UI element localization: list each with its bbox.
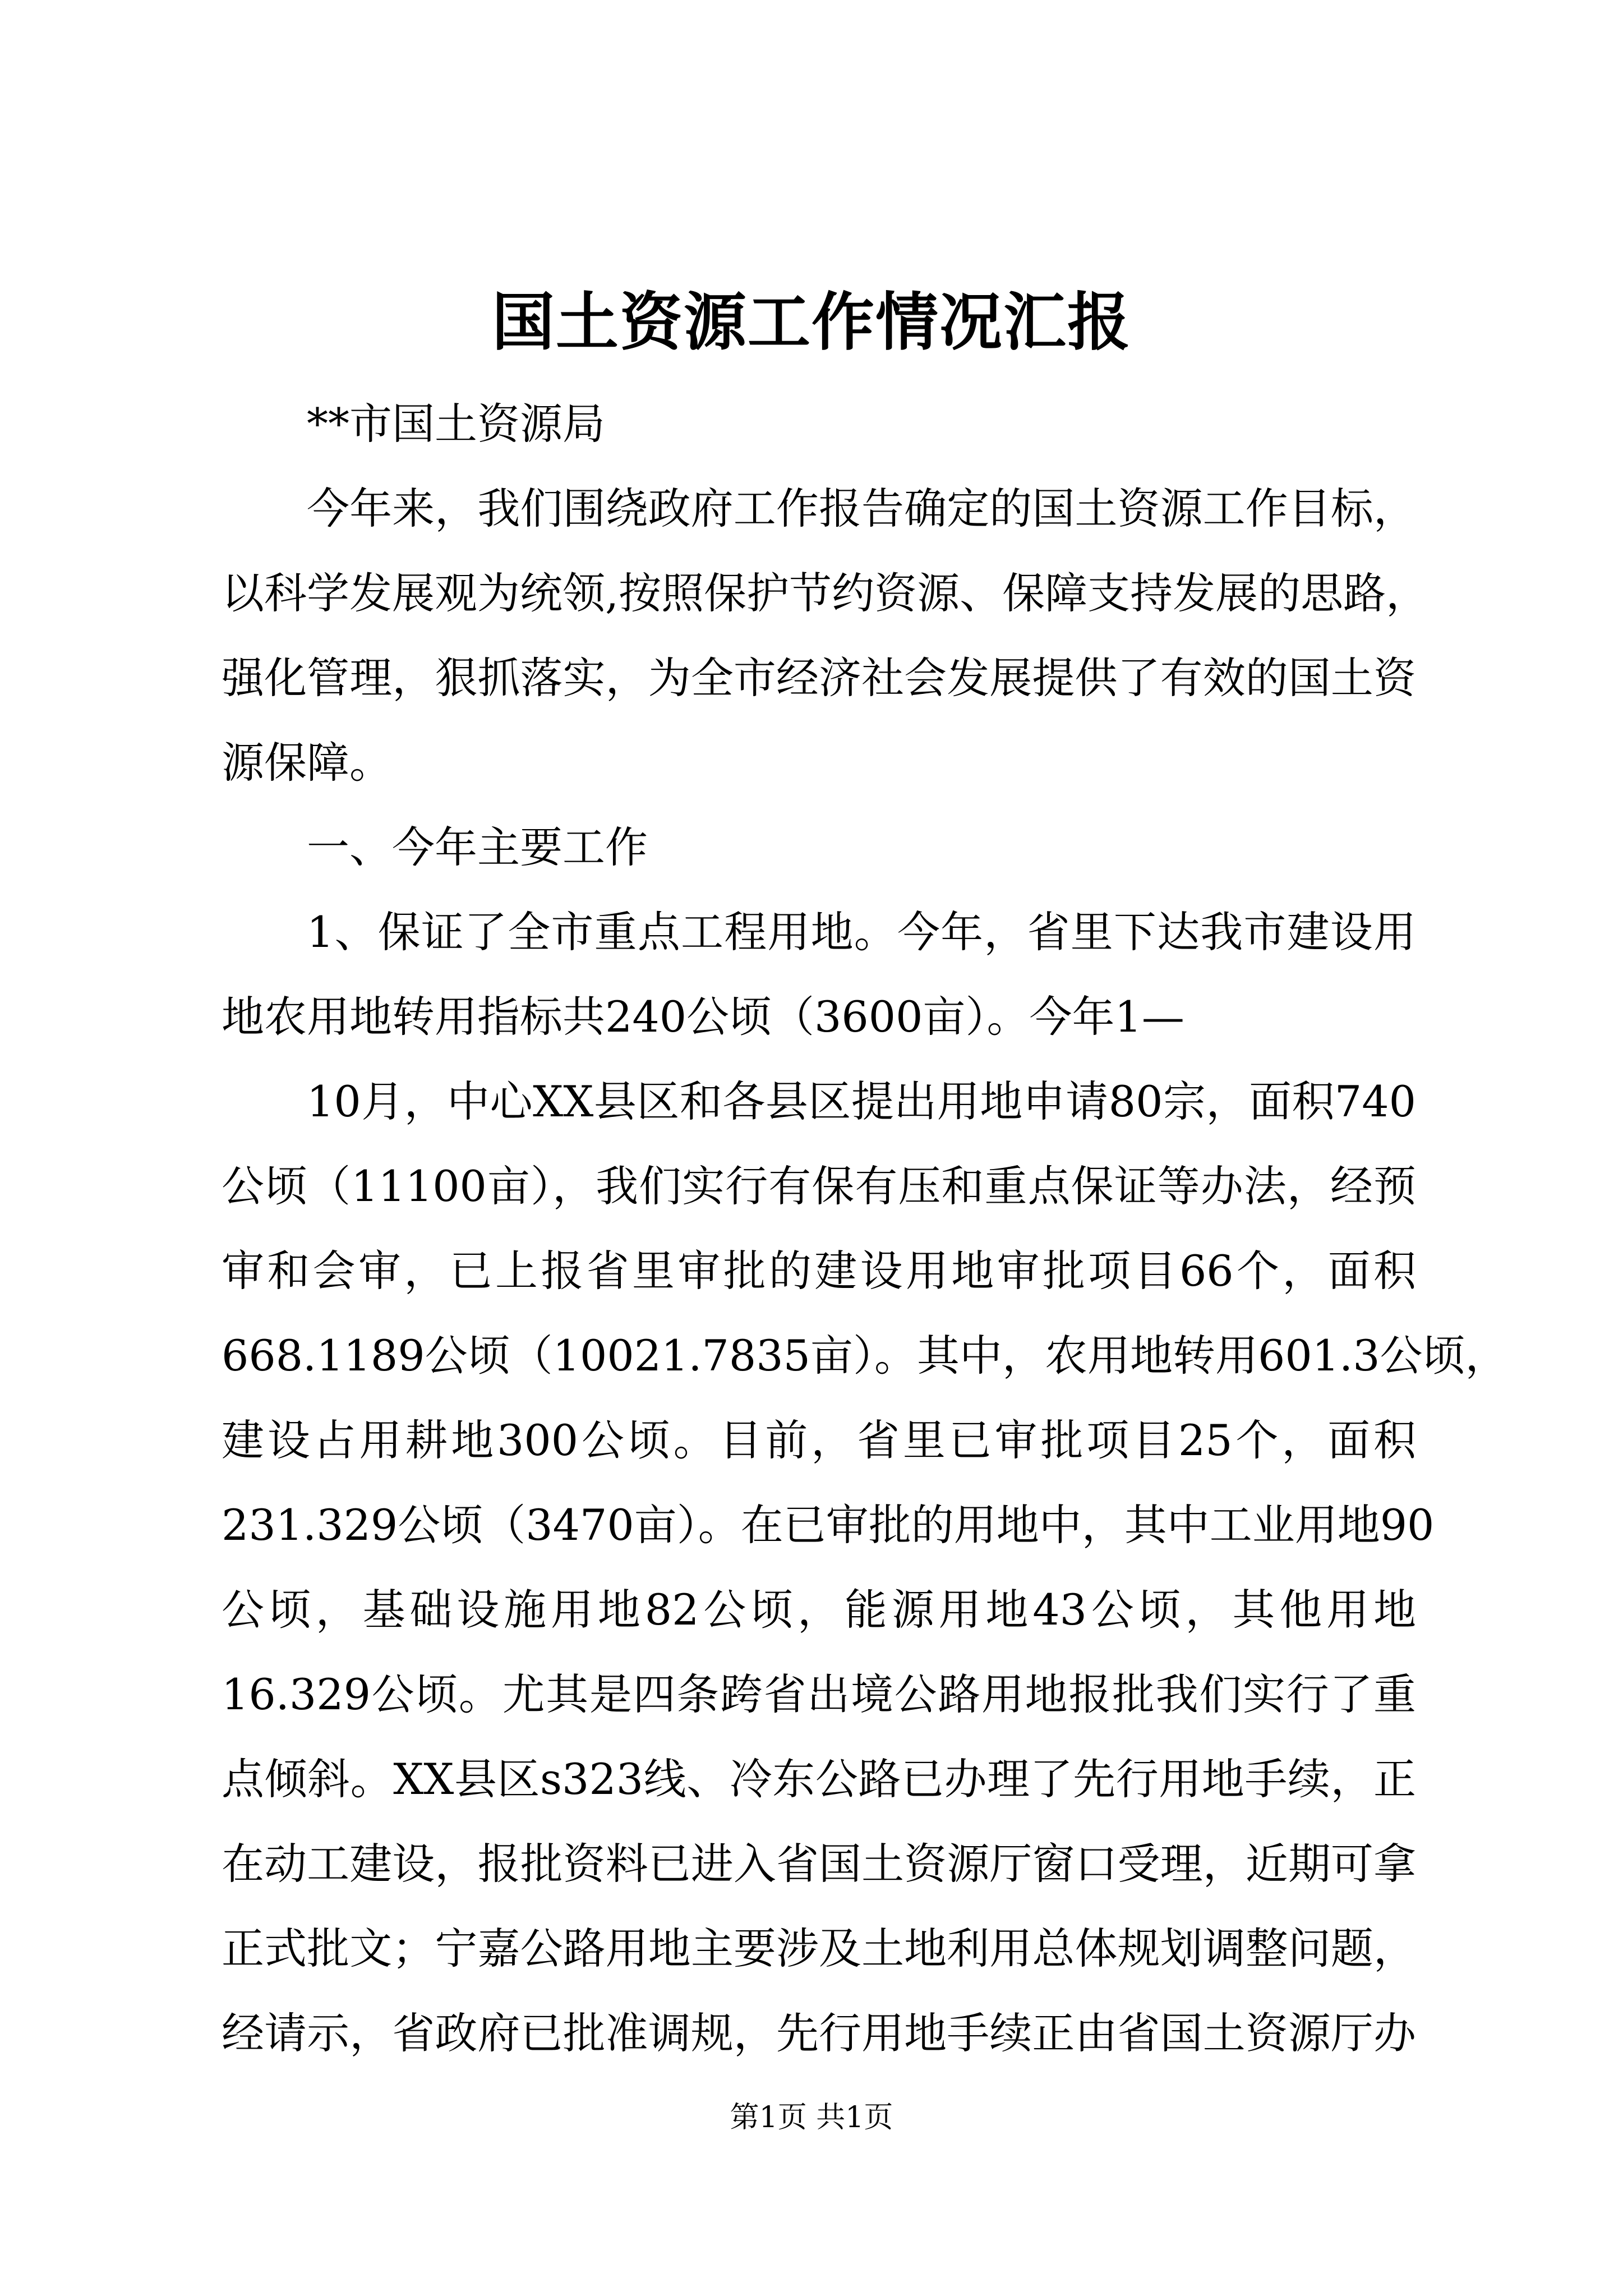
paragraph-line: 经请示，省政府已批准调规，先行用地手续正由省国土资源厅办 (222, 2008, 1416, 2058)
paragraph-line: 今年来，我们围绕政府工作报告确定的国土资源工作目标， (307, 484, 1416, 533)
paragraph-line: 地农用地转用指标共240公顷（3600亩）。今年1— (222, 992, 1184, 1042)
paragraph-line: **市国土资源局 (307, 399, 605, 449)
document-body (222, 381, 1508, 2076)
paragraph-line: 以科学发展观为统领,按照保护节约资源、保障支持发展的思路， (222, 568, 1429, 618)
paragraph-line: 一、今年主要工作 (307, 822, 648, 872)
paragraph-line: 强化管理，狠抓落实，为全市经济社会发展提供了有效的国土资 (222, 653, 1416, 703)
paragraph-line: 源保障。 (222, 738, 392, 788)
paragraph-line: 231.329公顷（3470亩）。在已审批的用地中，其中工业用地90 (222, 1500, 1435, 1550)
paragraph-line: 正式批文；宁嘉公路用地主要涉及土地利用总体规划调整问题， (222, 1924, 1416, 1973)
paragraph-line: 建设占用耕地300公顷。目前，省里已审批项目25个，面积 (222, 1415, 1416, 1465)
paragraph-line: 668.1189公顷（10021.7835亩）。其中，农用地转用601.3公顷， (222, 1331, 1508, 1381)
paragraph-line: 1、保证了全市重点工程用地。今年，省里下达我市建设用 (307, 907, 1416, 957)
paragraph-line: 审和会审，已上报省里审批的建设用地审批项目66个，面积 (222, 1246, 1416, 1296)
paragraph-line: 公顷（11100亩），我们实行有保有压和重点保证等办法，经预 (222, 1161, 1416, 1211)
paragraph-line: 点倾斜。XX县区s323线、冷东公路已办理了先行用地手续，正 (222, 1754, 1416, 1804)
page-footer: 第1页 共1页 (730, 2101, 893, 2134)
paragraph-line: 公顷，基础设施用地82公顷，能源用地43公顷，其他用地 (222, 1585, 1416, 1635)
paragraph-line: 在动工建设，报批资料已进入省国土资源厅窗口受理，近期可拿 (222, 1839, 1416, 1889)
document-title: 国土资源工作情况汇报 (492, 286, 1131, 359)
paragraph-line: 10月，中心XX县区和各县区提出用地申请80宗，面积740 (307, 1076, 1416, 1126)
paragraph-line: 16.329公顷。尤其是四条跨省出境公路用地报批我们实行了重 (222, 1669, 1416, 1719)
